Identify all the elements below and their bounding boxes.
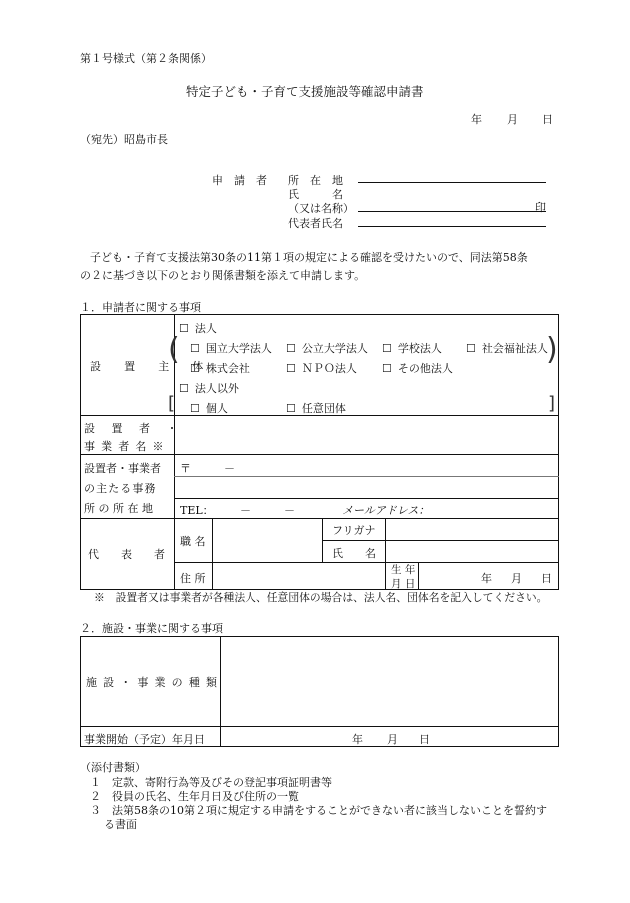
- intro-line-1: 子ども・子育て支援法第30条の11第１項の規定による確認を受けたいので、同法第58条: [90, 251, 528, 264]
- section1-heading: １．申請者に関する事項: [80, 301, 201, 314]
- office-label-2: の主たる事務: [84, 482, 157, 495]
- applicant-rep-label: 代表者氏名: [288, 217, 343, 230]
- checkbox-national-univ[interactable]: ☐ 国立大学法人: [190, 340, 272, 356]
- rep-name-label: 氏 名: [332, 547, 376, 560]
- col-line: [212, 518, 213, 562]
- checkbox-stock-company[interactable]: ☐ 株式会社: [190, 360, 250, 376]
- office-label-1: 設置者・事業者: [84, 462, 161, 475]
- checkbox-school-corp[interactable]: ☐ 学校法人: [382, 340, 442, 356]
- applicant-label: 申 請 者: [212, 174, 267, 187]
- date-day: 日: [542, 113, 553, 126]
- row-line: [322, 540, 559, 541]
- checkbox-social-welfare[interactable]: ☐ 社会福祉法人: [466, 340, 548, 356]
- tel-label: TEL：: [180, 504, 214, 517]
- birth-label-1: 生 年: [391, 564, 416, 576]
- birth-month: 月: [511, 572, 522, 585]
- left-brace-icon: (: [168, 332, 180, 367]
- furigana-label: フリガナ: [332, 524, 376, 537]
- start-month: 月: [387, 733, 398, 746]
- applicant-name-sub-label: （又は名称）: [288, 202, 354, 215]
- col-line: [385, 518, 386, 562]
- birth-label-2: 月 日: [391, 578, 416, 590]
- attachment-item-1: １ 定款、寄附行為等及びその登記事項証明書等: [90, 776, 332, 789]
- tel-dash-2: －: [284, 504, 295, 517]
- checkbox-individual[interactable]: ☐ 個人: [190, 400, 228, 416]
- form-number: 第１号様式（第２条関係）: [80, 52, 212, 65]
- addressee: （宛先）昭島市長: [80, 133, 168, 146]
- applicant-name-label: 氏 名: [288, 188, 343, 201]
- checkbox-public-univ[interactable]: ☐ 公立大学法人: [286, 340, 368, 356]
- attachment-item-2: ２ 役員の氏名、生年月日及び住所の一覧: [90, 790, 299, 803]
- row-line: [174, 498, 559, 499]
- start-day: 日: [419, 733, 430, 746]
- start-date-label: 事業開始（予定）年月日: [84, 733, 205, 746]
- applicant-name-field[interactable]: [358, 211, 546, 212]
- row-line: [174, 476, 559, 477]
- birth-day: 日: [541, 572, 552, 585]
- tel-dash-1: －: [240, 504, 251, 517]
- checkbox-non-corporation[interactable]: ☐ 法人以外: [179, 380, 239, 396]
- col-line: [212, 562, 213, 590]
- birth-year: 年: [481, 572, 492, 585]
- row-line: [174, 562, 559, 563]
- operator-label-1: 設 置 者 ・: [84, 422, 181, 435]
- checkbox-corporation[interactable]: ☐ 法人: [179, 320, 217, 336]
- col-line: [220, 636, 221, 747]
- operator-label-2: 事 業 者 名 ※: [84, 440, 165, 453]
- section1-note: ※ 設置者又は事業者が各種法人、任意団体の場合は、法人名、団体名を記入してください。: [94, 591, 548, 604]
- position-label: 職 名: [180, 535, 206, 548]
- attachment-item-3-cont: る書面: [104, 818, 137, 831]
- applicant-address-field[interactable]: [358, 182, 546, 183]
- facility-type-label: 施 設 ・ 事 業 の 種 類: [86, 676, 219, 689]
- col-line: [418, 562, 419, 590]
- section2-heading: ２．施設・事業に関する事項: [80, 622, 223, 635]
- attachment-item-3: ３ 法第58条の10第２項に規定する申請をすることができない者に該当しないことを誓約す: [90, 804, 547, 817]
- row-line: [80, 518, 559, 519]
- left-bracket-icon: [: [168, 393, 176, 414]
- right-bracket-icon: ]: [548, 393, 556, 414]
- establishment-label: 設 置 主 体: [90, 360, 210, 373]
- start-year: 年: [352, 733, 363, 746]
- attachments-heading: （添付書類）: [80, 761, 146, 774]
- page-title: 特定子ども・子育て支援施設等確認申請書: [186, 84, 424, 99]
- operator-name-field[interactable]: [180, 422, 555, 450]
- seal-mark: 印: [535, 201, 546, 214]
- email-label: メールアドレス：: [342, 504, 430, 517]
- applicant-address-label: 所 在 地: [288, 174, 343, 187]
- rep-address-label: 住 所: [180, 572, 206, 585]
- checkbox-voluntary-group[interactable]: ☐ 任意団体: [286, 400, 346, 416]
- row-line: [80, 454, 559, 455]
- postal-dash: －: [224, 462, 235, 475]
- checkbox-npo[interactable]: ☐ ＮＰＯ法人: [286, 360, 357, 376]
- postal-mark: 〒: [180, 462, 191, 475]
- row-line: [80, 726, 559, 727]
- applicant-rep-field[interactable]: [358, 226, 546, 227]
- date-month: 月: [507, 113, 518, 126]
- date-year: 年: [471, 113, 482, 126]
- col-line: [385, 562, 386, 590]
- office-label-3: 所 の 所 在 地: [84, 502, 153, 515]
- rep-label: 代 表 者: [88, 548, 165, 561]
- intro-line-2: の２に基づき以下のとおり関係書類を添えて申請します。: [80, 269, 366, 282]
- right-brace-icon: ): [546, 332, 558, 367]
- col-line: [322, 518, 323, 562]
- checkbox-other-corp[interactable]: ☐ その他法人: [382, 360, 453, 376]
